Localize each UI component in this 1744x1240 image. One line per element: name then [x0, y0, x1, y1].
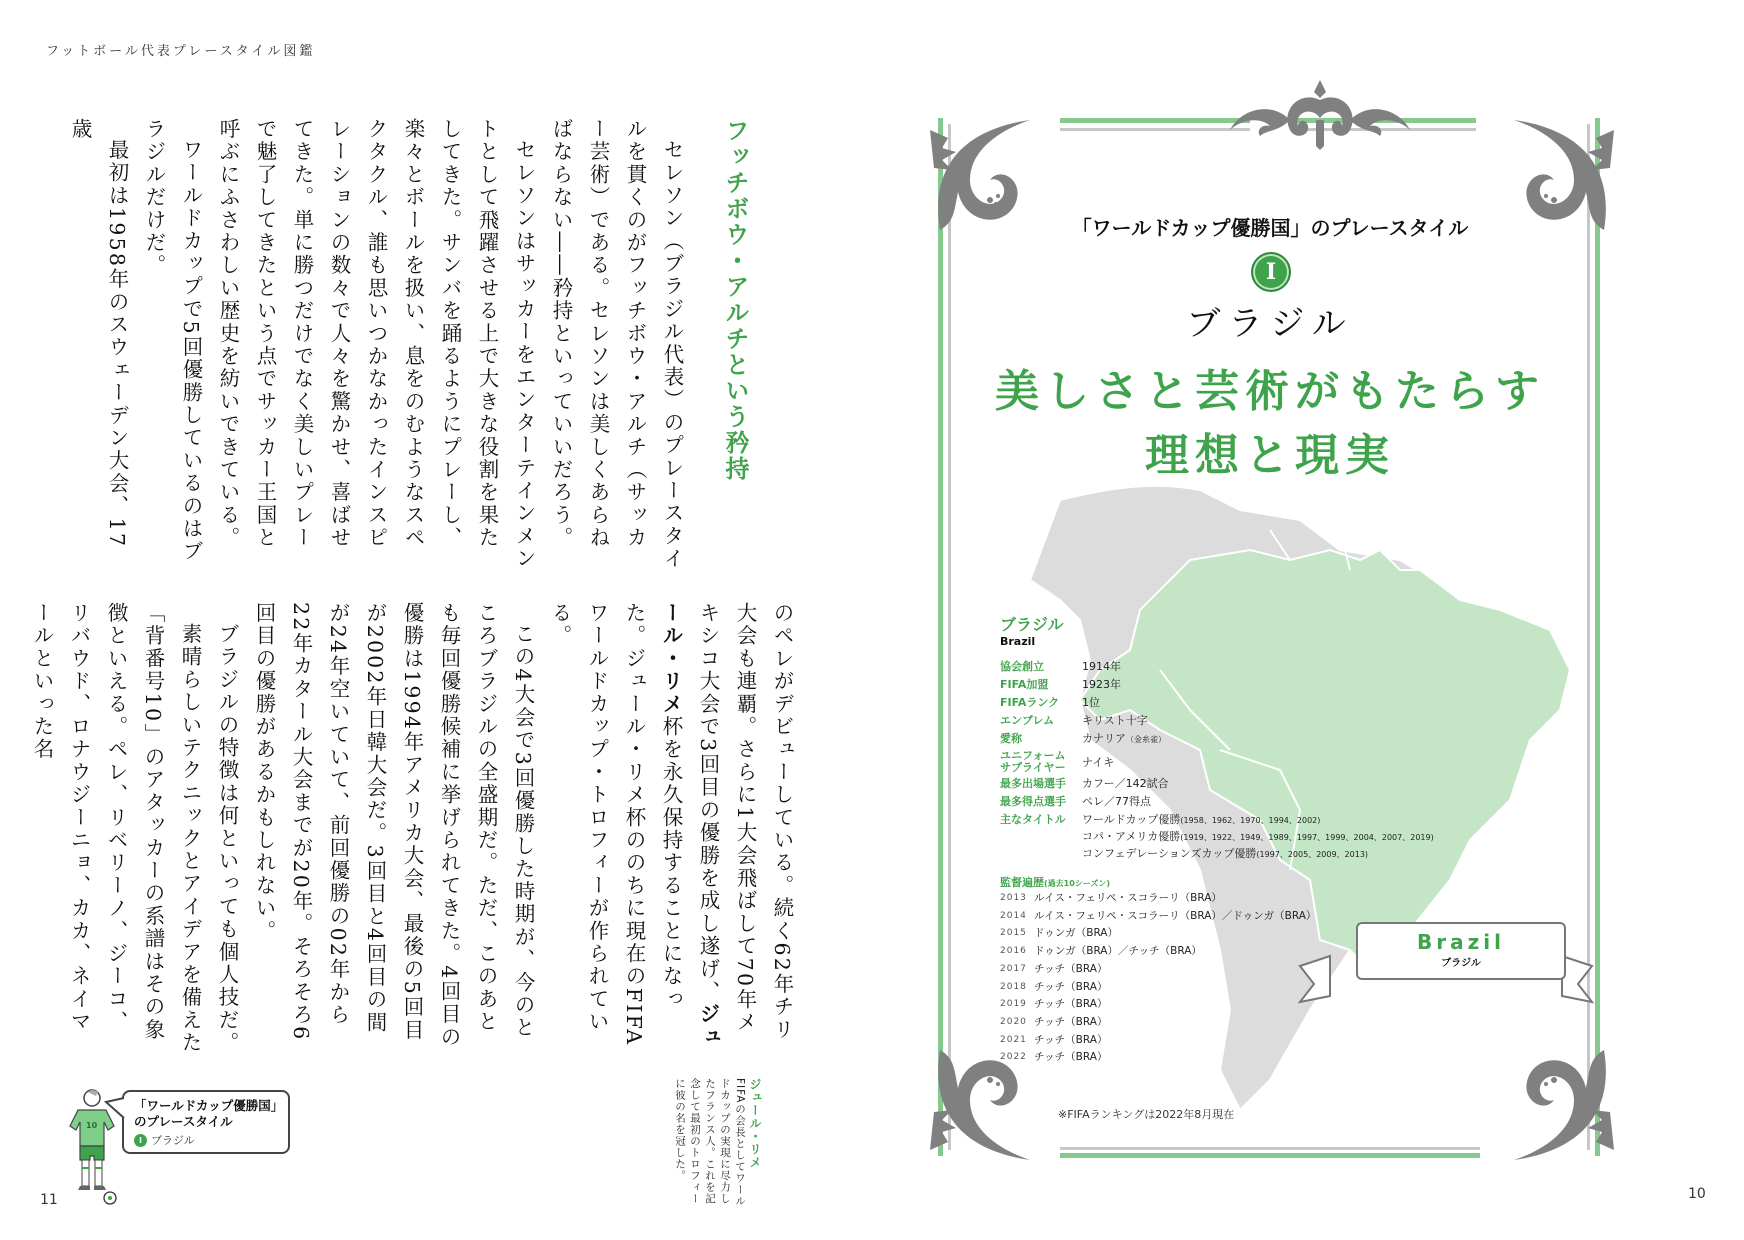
coach-row: 2021 チッチ（BRA） [1000, 1033, 1108, 1046]
profile-row: 愛称 カナリア（金糸雀） [1000, 732, 1166, 745]
coach-row: 2013 ルイス・フェリペ・スコラーリ（BRA） [1000, 892, 1222, 904]
section-heading: フッチボウ・アルチという矜持 [721, 118, 749, 482]
paragraph: 素晴らしいテクニックとアイデアを備えた「背番号10」のアタッカーの系譜はその象徴といえる。ペレ、リベリーノ、ジーコ、リバウド、ロナウジーニョ、カカ、ネイマールといった名 [30, 602, 202, 1054]
coach-row: 2015 ドゥンガ（BRA） [1000, 927, 1118, 940]
profile-row-titles: 主なタイトル ワールドカップ優勝(1958、1962、1970、1994、2002) コパ・アメリカ優勝(1919、1922、1949、1989、1997、1999、2004、2007、2019) コンフェデレーションズカップ優勝(1997、2005、2009、2013) [1000, 811, 1434, 864]
title-item: コパ・アメリカ優勝(1919、1922、1949、1989、1997、1999、2004、2007、2019) [1082, 830, 1434, 843]
page-number-left: 11 [40, 1192, 58, 1208]
paragraph: ワールドカップで5回優勝しているのはブラジルだけだ。 [142, 118, 203, 563]
profile-table [1000, 658, 1434, 864]
coach-row: 2014 ルイス・フェリペ・スコラーリ（BRA）／ドゥンガ（BRA） [1000, 909, 1317, 922]
paragraph: この4大会で3回優勝した時期が、今のところブラジルの全盛期だ。ただ、このあとも毎回優勝候補に挙げられてきた。4回目の優勝は1994年アメリカ大会、最後の5回目が2002年日韓大会だ。3回目と4回目の間が24年空いていて、前回優勝の02年から22年カタール大会までが20年。そろそろ6回目の優勝があるかもしれない。 [252, 602, 535, 1049]
chapter-number-badge: I [1251, 252, 1291, 292]
paragraph: 最初は1958年のスウェーデン大会、17歳 [68, 118, 129, 548]
profile-row: FIFAランク 1位 [1000, 696, 1100, 709]
page-number-right: 10 [1688, 1186, 1706, 1202]
coach-row: 2022 チッチ（BRA） [1000, 1051, 1108, 1064]
profile-row: 協会創立 1914年 [1000, 660, 1121, 673]
frame-bottom-green [1060, 1153, 1480, 1158]
profile-name-en: Brazil [1000, 635, 1036, 648]
body-text-upper [68, 118, 690, 570]
country-ribbon-banner [1356, 922, 1566, 980]
country-name-title: ブラジル [1186, 304, 1354, 344]
profile-row: ユニフォームサプライヤー ナイキ [1000, 749, 1115, 774]
frame-bottom-gray [1060, 1147, 1480, 1150]
bubble-country: ブラジル [151, 1134, 195, 1147]
profile-name-jp: ブラジル [1000, 615, 1064, 634]
bold-term: ジュール・リメ [659, 602, 720, 1049]
profile-row: 最多出場選手 カフー／142試合 [1000, 777, 1169, 790]
bubble-title: 「ワールドカップ優勝国」のプレースタイル [134, 1098, 278, 1129]
profile-row: FIFA加盟 1923年 [1000, 678, 1121, 691]
ribbon-name-en: Brazil [1417, 930, 1505, 954]
headline-line-1: 美しさと芸術がもたらす [995, 366, 1545, 417]
coach-history-title: 監督遍歴(過去10シーズン) [1000, 876, 1111, 889]
title-item: コンフェデレーションズカップ優勝(1997、2005、2009、2013) [1082, 847, 1369, 860]
paragraph: のペレがデビューしている。続く62年チリ大会も連覇。さらに1大会飛ばして70年メキシコ大会で3回目の優勝を成し遂げ、ジュール・リメ杯を永久保持することになった。ジュール・リメ杯ののちに現在のFIFAワールドカップ・トロフィーが作られている。 [548, 602, 794, 1049]
footnote: ※FIFAランキングは2022年8月現在 [1058, 1108, 1235, 1121]
title-item: ワールドカップ優勝(1958、1962、1970、1994、2002) [1082, 813, 1321, 826]
svg-text:10: 10 [86, 1121, 98, 1130]
profile-row: 最多得点選手 ペレ／77得点 [1000, 795, 1151, 808]
body-text-lower [30, 602, 800, 1054]
coach-row: 2020 チッチ（BRA） [1000, 1015, 1108, 1028]
coach-row: 2019 チッチ（BRA） [1000, 998, 1108, 1011]
coach-row: 2018 チッチ（BRA） [1000, 980, 1108, 993]
ornament-top-center-icon [1220, 80, 1420, 150]
paragraph: ブラジルの特徴は何といっても個人技だ。 [215, 622, 239, 1054]
headline [960, 360, 1580, 488]
profile-row: エンブレム キリスト十字 [1000, 714, 1148, 727]
chapter-number-badge: I [134, 1134, 147, 1147]
paragraph: セレソンはサッカーをエンターテインメントとして飛躍させる上で大きな役割を果たしてきた。サンバを踊るようにプレーし、楽々とボールを扱い、息をのむようなスペクタクル、誰も思いつかなかったインスピレーションの数々で人々を驚かせ、喜ばせてきた。単に勝つだけでなく美しいプレーで魅了してきたという点でサッカー王国と呼ぶにふさわしい歴史を紡いできている。 [216, 118, 536, 570]
chapter-kicker: 「ワールドカップ優勝国」のプレースタイル [1071, 216, 1469, 240]
bubble-tail-icon [104, 1096, 126, 1120]
headline-line-2: 理想と現実 [1145, 430, 1395, 481]
side-note-title: ジュール・リメ [748, 1078, 762, 1169]
coach-row: 2017 チッチ（BRA） [1000, 962, 1108, 975]
coach-row: 2016 ドゥンガ（BRA）／チッチ（BRA） [1000, 945, 1202, 958]
chapter-speech-bubble [122, 1090, 290, 1154]
side-note [672, 1078, 762, 1208]
paragraph: セレソン（ブラジル代表）のプレースタイルを貫くのがフッチボウ・アルチ（サッカー芸術）である。セレソンは美しくあらねばならない――矜持といっていいだろう。 [549, 118, 684, 570]
running-title: フットボール代表プレースタイル図鑑 [46, 44, 316, 59]
side-note-text: FIFAの会長としてワールドカップの実現に尽力したフランス人。これを記念して最初のトロフィーに彼の名を冠した。 [674, 1078, 746, 1207]
ribbon-name-jp: ブラジル [1441, 958, 1481, 969]
